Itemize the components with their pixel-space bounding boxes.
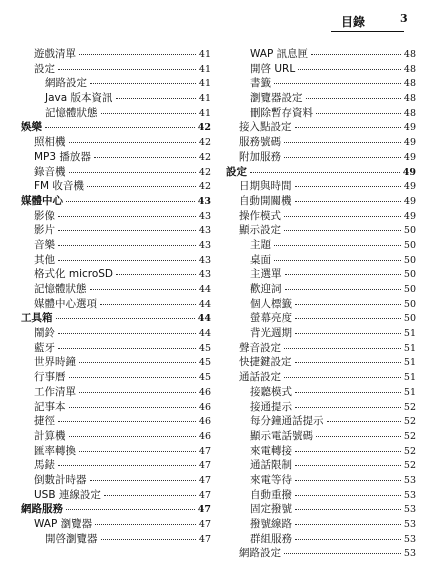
dot-leader xyxy=(316,104,401,114)
dot-leader xyxy=(295,118,401,128)
toc-entry-page: 47 xyxy=(198,519,211,530)
toc-entry-title: 附加服務 xyxy=(239,150,281,163)
toc-entry-page: 42 xyxy=(198,181,211,193)
toc-entry-page: 48 xyxy=(403,107,416,119)
toc-entry-title: 背光週期 xyxy=(250,327,292,340)
toc-entry-title: 快捷鍵設定 xyxy=(239,356,292,369)
toc-entry-page: 47 xyxy=(197,504,211,516)
toc-entry-title: 聲音設定 xyxy=(239,341,281,354)
dot-leader xyxy=(295,471,401,481)
dot-leader xyxy=(316,427,401,437)
dot-leader xyxy=(284,368,401,378)
toc-entry-page: 49 xyxy=(403,122,416,134)
dot-leader xyxy=(285,265,401,275)
toc-entry-title: 操作模式 xyxy=(239,209,281,222)
dot-leader xyxy=(69,133,196,143)
toc-entry-page: 50 xyxy=(403,239,416,251)
toc-entry-title: 刪除暫存資料 xyxy=(250,106,313,119)
toc-entry-page: 46 xyxy=(198,401,211,413)
toc-entry-page: 49 xyxy=(403,151,416,163)
dot-leader xyxy=(298,60,401,70)
dot-leader xyxy=(295,398,401,408)
toc-entry-page: 49 xyxy=(403,210,416,222)
toc-entry-title: 桌面 xyxy=(250,253,271,266)
dot-leader xyxy=(285,280,401,290)
toc-entry-page: 44 xyxy=(198,298,211,310)
page-header-title: 目錄 xyxy=(341,15,366,29)
dot-leader xyxy=(58,60,196,70)
toc-entry-page: 53 xyxy=(403,489,416,501)
dot-leader xyxy=(116,265,196,275)
toc-entry-title: 服務號碼 xyxy=(239,136,281,149)
toc-entry-page: 50 xyxy=(403,254,416,266)
toc-entry-page: 44 xyxy=(198,328,211,340)
dot-leader xyxy=(100,295,196,305)
dot-leader xyxy=(250,163,400,173)
toc-entry-title: 每分鐘通話提示 xyxy=(250,415,324,428)
dot-leader xyxy=(58,412,196,422)
toc-entry-page: 45 xyxy=(198,342,211,354)
toc-entry-title: 個人標籤 xyxy=(250,297,292,310)
toc-entry-title: 世界時鐘 xyxy=(34,356,76,369)
dot-leader xyxy=(284,339,401,349)
toc-entry-page: 48 xyxy=(403,93,416,105)
dot-leader xyxy=(104,486,196,496)
dot-leader xyxy=(58,236,196,246)
toc-entry-title: 接通提示 xyxy=(250,400,292,413)
toc-entry-title: WAP 訊息匣 xyxy=(250,48,309,60)
dot-leader xyxy=(58,324,196,334)
toc-entry-title: 自動開關機 xyxy=(239,194,292,207)
toc-entry-title: 網路服務 xyxy=(21,503,63,516)
dot-leader xyxy=(56,309,195,319)
toc-entry-title: Java 版本資訊 xyxy=(45,92,113,105)
toc-entry-page: 47 xyxy=(198,489,211,501)
dot-leader xyxy=(90,74,196,84)
toc-entry-page: 44 xyxy=(197,313,211,325)
toc-entry-page: 45 xyxy=(198,357,211,369)
toc-entry-page: 50 xyxy=(403,225,416,237)
page-number: 3 xyxy=(400,12,408,25)
toc-entry-page: 44 xyxy=(198,284,211,295)
dot-leader xyxy=(69,398,196,408)
toc-entry-title: 記憶體狀態 xyxy=(45,106,98,119)
toc-entry-title: 行事曆 xyxy=(34,371,66,384)
toc-entry-page: 51 xyxy=(403,357,416,369)
dot-leader xyxy=(311,45,401,55)
toc-entry-title: 來電等待 xyxy=(250,473,292,486)
toc-entry-page: 53 xyxy=(403,519,416,530)
toc-entry-title: 匯率轉換 xyxy=(34,444,76,457)
toc-entry-title: 工作清單 xyxy=(34,385,76,398)
toc-entry-title: 工具箱 xyxy=(21,312,53,325)
dot-leader xyxy=(69,427,196,437)
toc-entry-page: 51 xyxy=(403,342,416,354)
dot-leader xyxy=(116,89,196,99)
dot-leader xyxy=(284,207,401,217)
toc-entry-title: 媒體中心選項 xyxy=(34,297,97,310)
dot-leader xyxy=(87,177,196,187)
toc-entry[interactable] xyxy=(21,532,211,547)
toc-entry-title: 娛樂 xyxy=(21,121,42,134)
dot-leader xyxy=(295,530,401,540)
toc-entry-title: 格式化 microSD xyxy=(34,268,114,281)
toc-entry-title: 其他 xyxy=(34,253,55,266)
dot-leader xyxy=(101,530,196,540)
toc-entry-title: 倒數計時器 xyxy=(34,473,87,486)
toc-entry-page: 42 xyxy=(197,122,211,134)
dot-leader xyxy=(295,500,401,510)
dot-leader xyxy=(274,236,401,246)
dot-leader xyxy=(66,500,195,510)
dot-leader xyxy=(90,280,196,290)
toc-entry-title: FM 收音機 xyxy=(34,180,84,193)
dot-leader xyxy=(69,368,196,378)
dot-leader xyxy=(284,221,401,231)
toc-entry-page: 53 xyxy=(403,504,416,516)
toc-entry-title: 捷徑 xyxy=(34,415,55,428)
toc-entry-page: 48 xyxy=(403,63,416,75)
dot-leader xyxy=(79,45,196,55)
toc-entry-page: 41 xyxy=(198,63,211,75)
toc-entry-title: 馬錶 xyxy=(34,459,55,472)
toc-entry-page: 41 xyxy=(198,49,211,60)
toc-entry-title: 來電轉接 xyxy=(250,444,292,457)
dot-leader xyxy=(284,133,401,143)
toc-entry-title: 設定 xyxy=(34,62,55,75)
toc-entry-page: 48 xyxy=(403,78,416,90)
toc-entry-title: 計算機 xyxy=(34,429,66,442)
dot-leader xyxy=(295,324,401,334)
toc-entry-page: 43 xyxy=(198,210,211,222)
toc-entry-page: 52 xyxy=(403,401,416,413)
toc-entry-page: 46 xyxy=(198,430,211,442)
toc-entry-title: 音樂 xyxy=(34,238,55,251)
dot-leader xyxy=(306,89,401,99)
dot-leader xyxy=(295,442,401,452)
dot-leader xyxy=(58,251,196,261)
dot-leader xyxy=(66,192,195,202)
toc-entry-page: 50 xyxy=(403,284,416,295)
dot-leader xyxy=(274,74,401,84)
toc-entry-page: 43 xyxy=(198,239,211,251)
toc-entry-title: 藍牙 xyxy=(34,341,55,354)
dot-leader xyxy=(295,177,401,187)
dot-leader xyxy=(58,221,196,231)
toc-entry-page: 51 xyxy=(403,372,416,384)
dot-leader xyxy=(284,544,401,554)
toc-entry-page: 52 xyxy=(403,460,416,472)
toc-entry-page: 46 xyxy=(198,416,211,428)
dot-leader xyxy=(45,118,195,128)
toc-entry-page: 43 xyxy=(198,225,211,237)
dot-leader xyxy=(90,471,196,481)
toc-entry-title: 固定撥號 xyxy=(250,503,292,516)
dot-leader xyxy=(295,486,401,496)
toc-entry-title: 主選單 xyxy=(250,268,282,281)
toc-entry-page: 42 xyxy=(198,166,211,178)
toc-entry-title: 接入點設定 xyxy=(239,121,292,134)
toc-entry-title: 瀏覽器設定 xyxy=(250,92,303,105)
toc-entry-title: 記憶體狀態 xyxy=(34,283,87,295)
dot-leader xyxy=(327,412,401,422)
toc-entry-page: 45 xyxy=(198,372,211,384)
dot-leader xyxy=(101,104,196,114)
toc-entry-title: 媒體中心 xyxy=(21,194,63,207)
toc-entry-title: 群組服務 xyxy=(250,532,292,545)
toc-entry-page: 53 xyxy=(403,474,416,486)
toc-entry-page: 50 xyxy=(403,313,416,325)
toc-entry-title: 撥號線路 xyxy=(250,518,292,530)
toc-entry-page: 49 xyxy=(403,195,416,207)
toc-entry[interactable] xyxy=(226,546,416,561)
dot-leader xyxy=(94,148,196,158)
toc-entry-page: 49 xyxy=(402,166,416,178)
toc-entry-page: 47 xyxy=(198,533,211,545)
dot-leader xyxy=(79,383,196,393)
toc-entry-title: 開啓瀏覽器 xyxy=(45,532,98,545)
toc-left-column xyxy=(21,47,211,546)
toc-entry-page: 52 xyxy=(403,430,416,442)
dot-leader xyxy=(295,353,401,363)
toc-entry-title: 自動重撥 xyxy=(250,488,292,501)
toc-entry-page: 48 xyxy=(403,49,416,60)
dot-leader xyxy=(69,163,196,173)
toc-entry-page: 43 xyxy=(198,269,211,281)
toc-entry-title: 日期與時間 xyxy=(239,180,292,193)
toc-entry-title: 網路設定 xyxy=(239,547,281,560)
dot-leader xyxy=(95,515,196,525)
dot-leader xyxy=(58,339,196,349)
toc-entry-title: 通話設定 xyxy=(239,371,281,384)
toc-entry-title: 設定 xyxy=(226,165,247,178)
toc-entry-page: 41 xyxy=(198,107,211,119)
dot-leader xyxy=(295,515,401,525)
header-rule xyxy=(331,31,404,32)
toc-entry-page: 47 xyxy=(198,474,211,486)
toc-entry-title: 網路設定 xyxy=(45,77,87,90)
toc-entry-page: 43 xyxy=(197,195,211,207)
toc-entry-page: 47 xyxy=(198,460,211,472)
dot-leader xyxy=(79,353,196,363)
toc-entry-page: 42 xyxy=(198,151,211,163)
toc-entry-page: 50 xyxy=(403,298,416,310)
toc-entry-page: 49 xyxy=(403,181,416,193)
toc-entry-page: 52 xyxy=(403,416,416,428)
dot-leader xyxy=(274,251,401,261)
toc-entry-page: 46 xyxy=(198,386,211,398)
toc-entry-title: 接聽模式 xyxy=(250,385,292,398)
toc-entry-page: 53 xyxy=(403,548,416,560)
page-header xyxy=(0,0,435,34)
toc-entry-title: 歡迎詞 xyxy=(250,283,282,295)
toc-entry-title: 顯示設定 xyxy=(239,224,281,237)
toc-entry-page: 41 xyxy=(198,93,211,105)
toc-entry-title: 照相機 xyxy=(34,136,66,149)
dot-leader xyxy=(295,383,401,393)
dot-leader xyxy=(79,442,196,452)
toc-entry-page: 50 xyxy=(403,269,416,281)
dot-leader xyxy=(58,207,196,217)
toc-entry-title: USB 連線設定 xyxy=(34,488,101,501)
toc-entry-title: 遊戲清單 xyxy=(34,48,76,60)
toc-entry-title: 影片 xyxy=(34,224,55,237)
dot-leader xyxy=(295,456,401,466)
toc-entry-page: 53 xyxy=(403,533,416,545)
toc-entry-page: 41 xyxy=(198,78,211,90)
dot-leader xyxy=(295,295,401,305)
toc-entry-title: 螢幕亮度 xyxy=(250,312,292,325)
toc-entry-title: 影像 xyxy=(34,209,55,222)
toc-entry-title: WAP 瀏覽器 xyxy=(34,518,93,530)
dot-leader xyxy=(295,192,401,202)
dot-leader xyxy=(58,456,196,466)
toc-entry-title: 開啓 URL xyxy=(250,62,296,75)
toc-entry-page: 42 xyxy=(198,137,211,149)
toc-right-column xyxy=(226,47,416,561)
toc-entry-title: MP3 播放器 xyxy=(34,150,91,163)
toc-entry-page: 52 xyxy=(403,445,416,457)
toc-entry-title: 顯示電話號碼 xyxy=(250,429,313,442)
toc-entry-page: 49 xyxy=(403,137,416,149)
toc-entry-page: 43 xyxy=(198,254,211,266)
toc-entry-title: 主題 xyxy=(250,238,271,251)
toc-entry-page: 51 xyxy=(403,386,416,398)
dot-leader xyxy=(295,309,401,319)
dot-leader xyxy=(284,148,401,158)
toc-entry-page: 51 xyxy=(403,328,416,340)
toc-entry-title: 鬧鈴 xyxy=(34,327,55,340)
toc-entry-title: 通話限制 xyxy=(250,459,292,472)
toc-entry-title: 錄音機 xyxy=(34,165,66,178)
toc-entry-title: 記事本 xyxy=(34,400,66,413)
toc-entry-page: 47 xyxy=(198,445,211,457)
toc-entry-title: 書籤 xyxy=(250,77,271,90)
